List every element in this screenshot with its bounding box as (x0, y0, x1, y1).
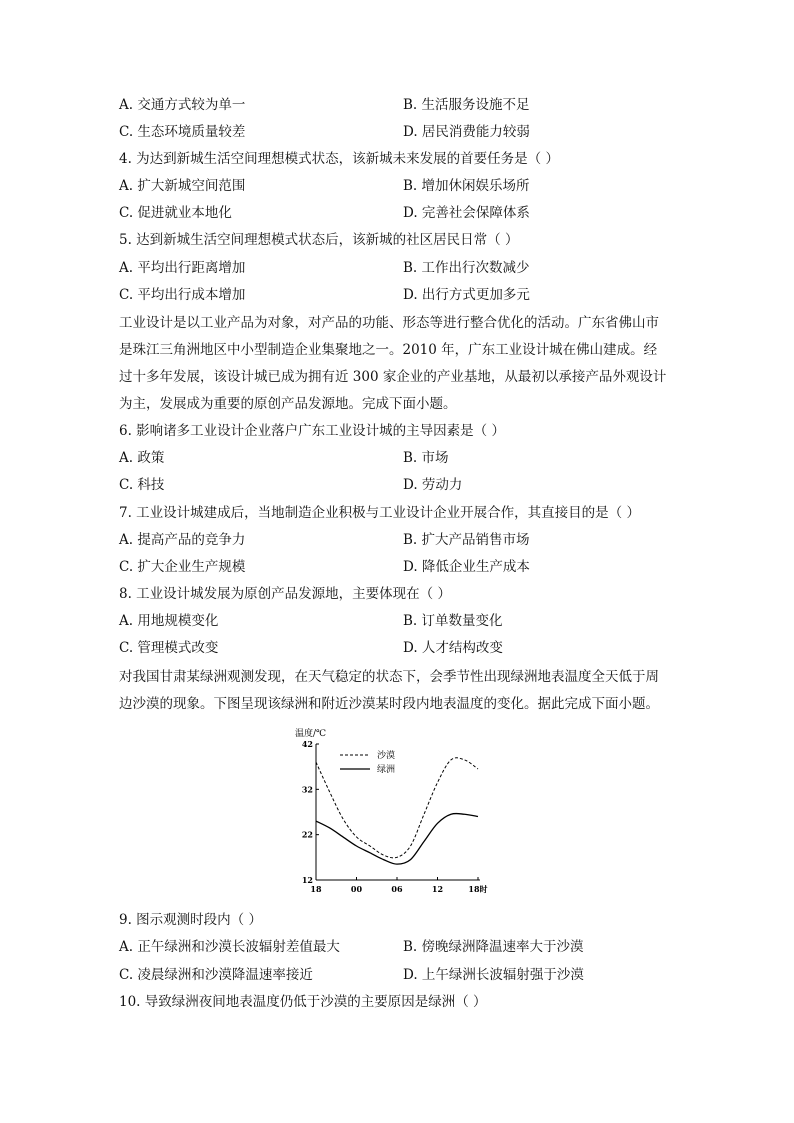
q5-option-a: A. 平均出行距离增加 (119, 260, 246, 276)
q7-option-b: B. 扩大产品销售市场 (403, 532, 530, 548)
passage-line: 过十多年发展，该设计城已成为拥有近 300 家企业的产业基地，从最初以承接产品外观设计 (119, 369, 667, 385)
x-tick-label: 12 (431, 884, 444, 894)
x-tick-label: 18 (310, 884, 322, 894)
passage-industrial-design (119, 310, 689, 418)
passage-line: 边沙漠的现象。下图呈现该绿洲和附近沙漠某时段内地表温度的变化。据此完成下面小题。 (119, 696, 659, 712)
passage-line: 对我国甘肃某绿洲观测发现，在天气稳定的状态下，会季节性出现绿洲地表温度全天低于周 (119, 669, 659, 685)
passage-line: 为主，发展成为重要的原创产品发源地。完成下面小题。 (119, 396, 457, 412)
question-10-stem: 10. 导致绿洲夜间地表温度仍低于沙漠的主要原因是绿洲（ ） (119, 994, 487, 1010)
q6-option-c: C. 科技 (119, 477, 165, 493)
temperature-line-chart (290, 726, 500, 898)
passage-line: 是珠江三角洲地区中小型制造企业集聚地之一。2010 年，广东工业设计城在佛山建成。经 (119, 342, 658, 358)
q8-option-a: A. 用地规模变化 (119, 613, 219, 629)
q9-option-c: C. 凌晨绿洲和沙漠降温速率接近 (119, 967, 313, 983)
q5-option-b: B. 工作出行次数减少 (403, 260, 530, 276)
legend (340, 749, 395, 775)
y-axis-label: 温度/℃ (295, 729, 327, 739)
y-tick-label: 12 (301, 875, 313, 885)
passage-line: 工业设计是以工业产品为对象，对产品的功能、形态等进行整合优化的活动。广东省佛山市 (119, 315, 659, 331)
q6-option-d: D. 劳动力 (403, 477, 463, 493)
question-5-stem: 5. 达到新城生活空间理想模式状态后，该新城的社区居民日常（ ） (119, 232, 519, 248)
q9-option-a: A. 正午绿洲和沙漠长波辐射差值最大 (119, 939, 340, 955)
question-4-stem: 4. 为达到新城生活空间理想模式状态，该新城未来发展的首要任务是（ ） (119, 151, 559, 167)
x-tick-label: 06 (391, 884, 403, 894)
x-tick-label: 18时 (468, 884, 488, 894)
option-d: D. 居民消费能力较弱 (403, 124, 530, 140)
oasis-series-line (316, 814, 478, 865)
q8-option-b: B. 订单数量变化 (403, 613, 503, 629)
legend-desert-label: 沙漠 (377, 751, 396, 761)
q7-option-a: A. 提高产品的竞争力 (119, 532, 246, 548)
question-9-stem: 9. 图示观测时段内（ ） (119, 912, 262, 928)
q4-option-a: A. 扩大新城空间范围 (119, 178, 246, 194)
option-a: A. 交通方式较为单一 (119, 97, 246, 113)
question-6-stem: 6. 影响诸多工业设计企业落户广东工业设计城的主导因素是（ ） (119, 423, 505, 439)
q5-option-c: C. 平均出行成本增加 (119, 287, 246, 303)
option-b: B. 生活服务设施不足 (403, 97, 530, 113)
y-tick-label: 42 (301, 739, 313, 749)
q6-option-b: B. 市场 (403, 450, 449, 466)
q8-option-c: C. 管理模式改变 (119, 640, 219, 656)
q8-option-d: D. 人才结构改变 (403, 640, 503, 656)
q7-option-d: D. 降低企业生产成本 (403, 559, 530, 575)
q6-option-a: A. 政策 (119, 450, 165, 466)
q5-option-d: D. 出行方式更加多元 (403, 287, 530, 303)
q4-option-c: C. 促进就业本地化 (119, 205, 232, 221)
q4-option-d: D. 完善社会保障体系 (403, 205, 530, 221)
q4-option-b: B. 增加休闲娱乐场所 (403, 178, 530, 194)
legend-oasis-label: 绿洲 (377, 765, 396, 775)
question-7-stem: 7. 工业设计城建成后，当地制造企业积极与工业设计企业开展合作，其直接目的是（ ） (119, 505, 640, 521)
passage-oasis (119, 664, 689, 718)
y-tick-label: 22 (301, 829, 313, 840)
y-tick-label: 32 (301, 784, 313, 795)
q9-option-d: D. 上午绿洲长波辐射强于沙漠 (403, 967, 584, 983)
desert-series-line (316, 758, 478, 858)
x-tick-label: 00 (350, 884, 363, 894)
q7-option-c: C. 扩大企业生产规模 (119, 559, 246, 575)
q9-option-b: B. 傍晚绿洲降温速率大于沙漠 (403, 939, 584, 955)
question-8-stem: 8. 工业设计城发展为原创产品发源地，主要体现在（ ） (119, 586, 451, 602)
option-c: C. 生态环境质量较差 (119, 124, 246, 140)
